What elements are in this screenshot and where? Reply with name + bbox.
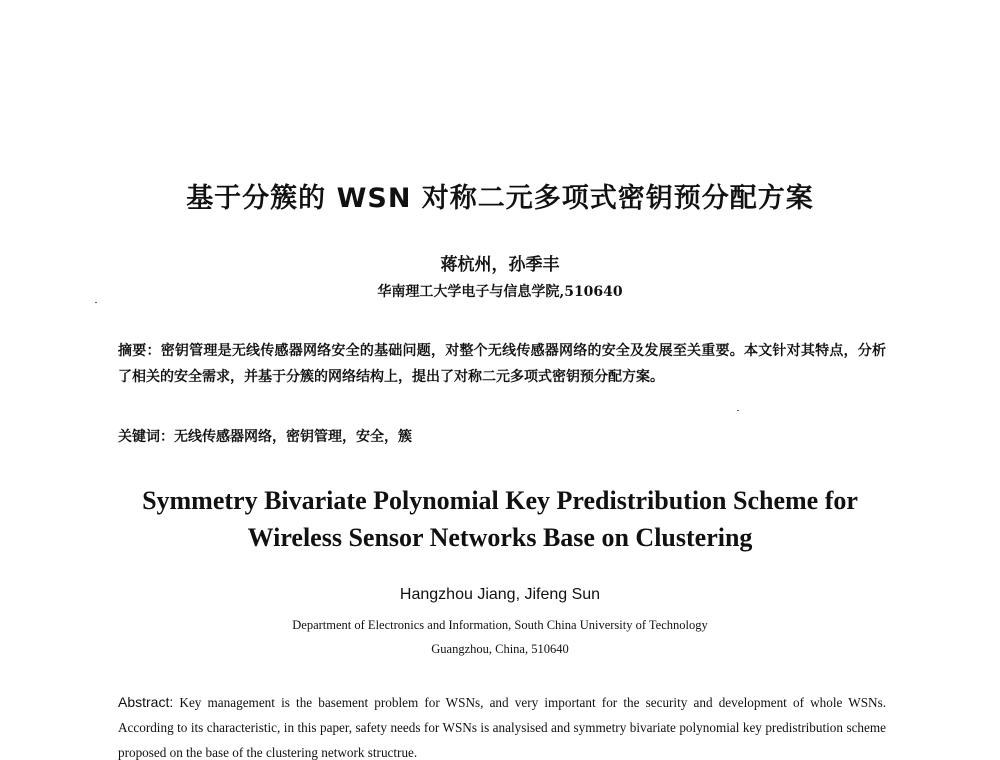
english-affiliation-line: Department of Electronics and Information, South China University of Technology: [292, 618, 708, 632]
chinese-authors: 蒋杭州，孙季丰: [440, 255, 560, 275]
chinese-title: 基于分簇的 WSN 对称二元多项式密钥预分配方案: [186, 183, 814, 214]
chinese-affiliation: 华南理工大学电子与信息学院,510640: [377, 284, 623, 300]
english-affiliation: [0, 613, 1000, 661]
english-title-line: Symmetry Bivariate Polynomial Key Predistribution Scheme for: [142, 486, 858, 515]
english-affiliation-line: Guangzhou, China, 510640: [431, 642, 569, 656]
english-title-line: Wireless Sensor Networks Base on Clustering: [247, 523, 753, 552]
scan-speck: [95, 302, 97, 303]
english-abstract: [118, 690, 886, 760]
english-authors: Hangzhou Jiang, Jifeng Sun: [399, 586, 601, 603]
chinese-abstract-label: 摘要：: [118, 343, 161, 359]
english-abstract-text: Key management is the basement problem for WSNs, and very important for the security and development of whole WSNs. According to its characteristic, in this paper, safety needs for WSNs is analysised and symmetry bivariate polynomial key predistribution scheme proposed on the base of the clustering network structrue.: [118, 695, 887, 760]
english-title: [0, 482, 1000, 556]
chinese-keywords-text: 无线传感器网络，密钥管理，安全，簇: [174, 429, 412, 445]
chinese-abstract: [118, 338, 886, 390]
scan-speck: [737, 410, 739, 411]
chinese-keywords: [118, 426, 886, 446]
english-abstract-label: Abstract:: [118, 694, 174, 710]
chinese-abstract-text: 密钥管理是无线传感器网络安全的基础问题，对整个无线传感器网络的安全及发展至关重要。本文针对其特点，分析了相关的安全需求，并基于分簇的网络结构上，提出了对称二元多项式密钥预分配方案。: [118, 343, 887, 385]
chinese-keywords-label: 关键词：: [118, 429, 174, 445]
